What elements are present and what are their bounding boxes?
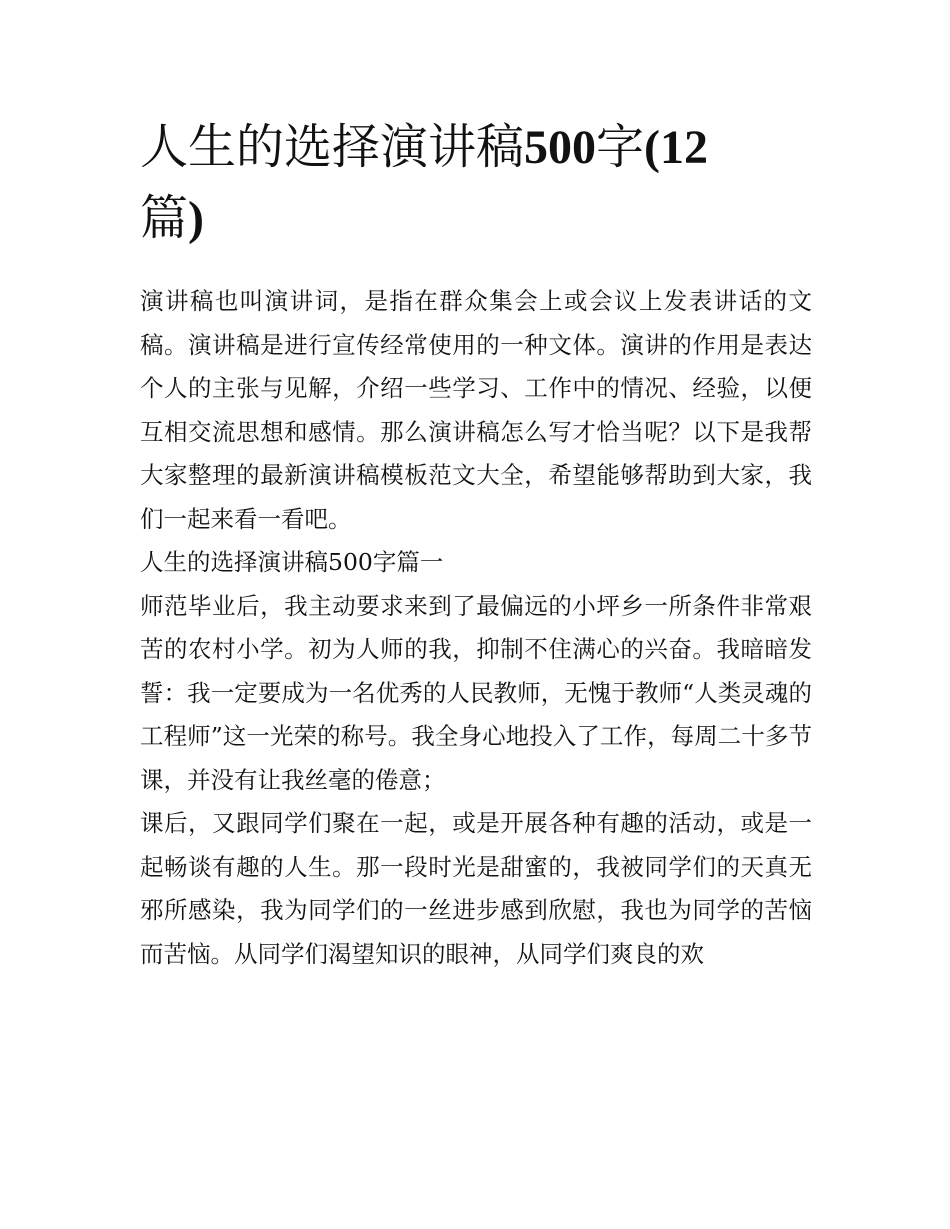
document-body	[140, 280, 812, 976]
title-text-cjk-2: 字	[596, 119, 645, 175]
title-text-number: 500	[524, 121, 597, 174]
title-text-cjk: 人生的选择演讲稿	[140, 119, 525, 175]
title-text-cjk-3: 篇	[140, 190, 189, 246]
title-text-count-open: (12	[644, 121, 709, 174]
body-paragraph-2: 课后，又跟同学们聚在一起，或是开展各种有趣的活动，或是一起畅谈有趣的人生。那一段时光是甜蜜的，我被同学们的天真无邪所感染，我为同学们的一丝进步感到欣慰，我也为同学的苦恼而苦恼。从同学们渴望知识的眼神，从同学们爽良的欢	[140, 809, 812, 968]
section-heading: 人生的选择演讲稿500字篇一	[140, 548, 444, 576]
document-title	[140, 112, 820, 254]
body-paragraph-1: 师范毕业后，我主动要求来到了最偏远的小坪乡一所条件非常艰苦的农村小学。初为人师的我，抑制不住满心的兴奋。我暗暗发誓：我一定要成为一名优秀的人民教师，无愧于教师“人类灵魂的工程师”这一光荣的称号。我全身心地投入了工作，每周二十多节课，并没有让我丝毫的倦意；	[140, 591, 812, 794]
intro-paragraph: 演讲稿也叫演讲词，是指在群众集会上或会议上发表讲话的文稿。演讲稿是进行宣传经常使用的一种文体。演讲的作用是表达个人的主张与见解，介绍一些学习、工作中的情况、经验，以便互相交流思想和感情。那么演讲稿怎么写才恰当呢？以下是我帮大家整理的最新演讲稿模板范文大全，希望能够帮助到大家，我们一起来看一看吧。	[140, 287, 812, 533]
title-text-count-close: )	[188, 192, 204, 245]
